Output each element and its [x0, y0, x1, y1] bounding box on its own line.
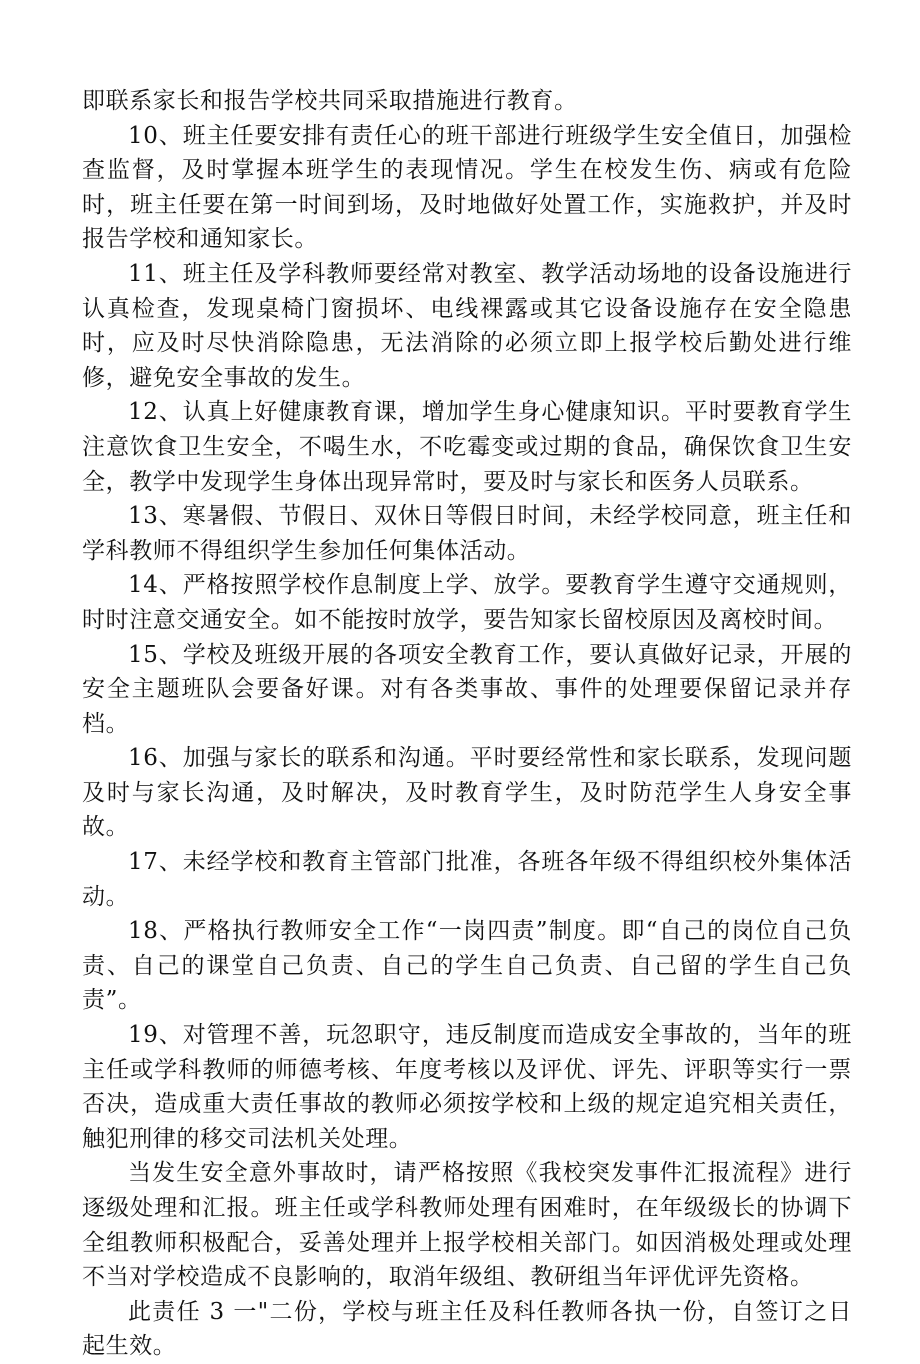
- paragraph-item-10: 10、班主任要安排有责任心的班干部进行班级学生安全值日，加强检查监督，及时掌握本班学生的表现情况。学生在校发生伤、病或有危险时，班主任要在第一时间到场，及时地做好处置工作，实施救护，并及时报告学校和通知家长。: [82, 122, 852, 253]
- document-body: [82, 84, 852, 1364]
- paragraph-accident-reporting: 当发生安全意外事故时，请严格按照《我校突发事件汇报流程》进行逐级处理和汇报。班主任或学科教师处理有困难时，在年级级长的协调下全组教师积极配合，妥善处理并上报学校相关部门。如因消极处理或处理不当对学校造成不良影响的，取消年级组、教研组当年评优评先资格。: [82, 1160, 852, 1291]
- paragraph-item-16: 16、加强与家长的联系和沟通。平时要经常性和家长联系，发现问题及时与家长沟通，及时解决，及时教育学生，及时防范学生人身安全事故。: [82, 745, 852, 841]
- paragraph-item-12: 12、认真上好健康教育课，增加学生身心健康知识。平时要教育学生注意饮食卫生安全，不喝生水，不吃霉变或过期的食品，确保饮食卫生安全，教学中发现学生身体出现异常时，要及时与家长和医务人员联系。: [82, 399, 852, 495]
- paragraph-item-11: 11、班主任及学科教师要经常对教室、教学活动场地的设备设施进行认真检查，发现桌椅门窗损坏、电线裸露或其它设备设施存在安全隐患时，应及时尽快消除隐患，无法消除的必须立即上报学校后勤处进行维修，避免安全事故的发生。: [82, 260, 852, 391]
- paragraph-item-15: 15、学校及班级开展的各项安全教育工作，要认真做好记录，开展的安全主题班队会要备好课。对有各类事故、事件的处理要保留记录并存档。: [82, 641, 852, 737]
- paragraph-item-18: 18、严格执行教师安全工作“一岗四责”制度。即“自己的岗位自己负责、自己的课堂自己负责、自己的学生自己负责、自己留的学生自己负责”。: [82, 918, 852, 1014]
- paragraph-item-14: 14、严格按照学校作息制度上学、放学。要教育学生遵守交通规则，时时注意交通安全。如不能按时放学，要告知家长留校原因及离校时间。: [82, 572, 852, 633]
- paragraph-item-17: 17、未经学校和教育主管部门批准，各班各年级不得组织校外集体活动。: [82, 849, 852, 910]
- paragraph-item-13: 13、寒暑假、节假日、双休日等假日时间，未经学校同意，班主任和学科教师不得组织学生参加任何集体活动。: [82, 503, 852, 564]
- paragraph-item-19: 19、对管理不善，玩忽职守，违反制度而造成安全事故的，当年的班主任或学科教师的师德考核、年度考核以及评优、评先、评职等实行一票否决，造成重大责任事故的教师必须按学校和上级的规定追究相关责任，触犯刑律的移交司法机关处理。: [82, 1022, 852, 1152]
- paragraph-effective-date: 此责任 3 一"二份，学校与班主任及科任教师各执一份，自签订之日起生效。: [82, 1298, 852, 1360]
- paragraph-continuation: 即联系家长和报告学校共同采取措施进行教育。: [82, 88, 578, 114]
